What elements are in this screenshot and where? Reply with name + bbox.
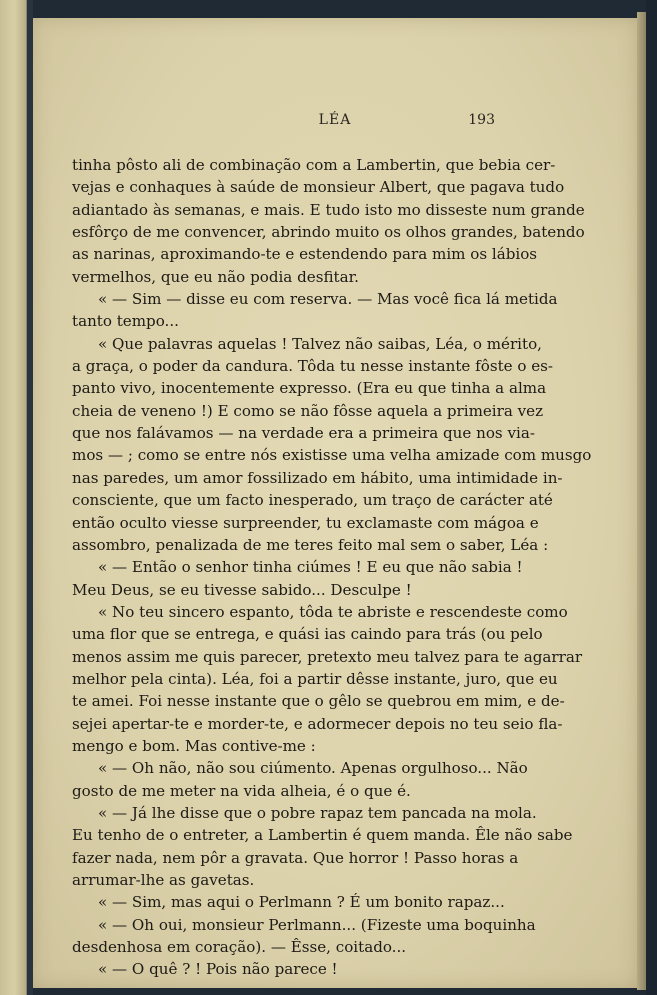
scan-background: [646, 0, 657, 995]
body-text: [72, 154, 592, 981]
text-line: melhor pela cinta). Léa, foi a partir dêsse instante, juro, que eu: [72, 669, 558, 688]
text-line: gosto de me meter na vida alheia, é o que é.: [72, 781, 411, 800]
text-line: nas paredes, um amor fossilizado em hábito, uma intimidade in-: [72, 468, 563, 487]
text-line: « — Oh não, não sou ciúmento. Apenas orgulhoso... Não: [98, 759, 528, 778]
page-stack-edge: [637, 12, 646, 990]
text-line: « No teu sincero espanto, tôda te abriste e rescendeste como: [98, 602, 568, 621]
text-line: fazer nada, nem pôr a gravata. Que horror ! Passo horas a: [72, 848, 519, 867]
text-line: vermelhos, que eu não podia desfitar.: [72, 267, 359, 286]
text-line: cheia de veneno !) E como se não fôsse aquela a primeira vez: [72, 401, 544, 420]
facing-page-edge: [0, 0, 27, 995]
page-header: [33, 112, 637, 134]
text-line: desdenhosa em coração). — Êsse, coitado...: [72, 938, 407, 957]
text-line: as narinas, aproximando-te e estendendo para mim os lábios: [72, 245, 538, 264]
text-line: « — Já lhe disse que o pobre rapaz tem pancada na mola.: [98, 803, 537, 822]
running-title: LÉA: [318, 112, 352, 128]
text-line: menos assim me quis parecer, pretexto meu talvez para te agarrar: [72, 647, 583, 666]
text-line: « — Sim, mas aqui o Perlmann ? É um bonito rapaz...: [98, 893, 505, 912]
text-line: mengo e bom. Mas contive-me :: [72, 736, 316, 755]
text-line: sejei apertar-te e morder-te, e adormecer depois no teu seio fla-: [72, 714, 563, 733]
text-line: « — Oh oui, monsieur Perlmann... (Fizeste uma boquinha: [98, 915, 536, 934]
text-line: panto vivo, inocentemente expresso. (Era eu que tinha a alma: [72, 379, 547, 398]
text-line: esfôrço de me convencer, abrindo muito os olhos grandes, batendo: [72, 223, 585, 242]
text-line: « — Então o senhor tinha ciúmes ! E eu que não sabia !: [98, 558, 523, 577]
text-line: mos — ; como se entre nós existisse uma velha amizade com musgo: [72, 446, 592, 465]
text-line: consciente, que um facto inesperado, um traço de carácter até: [72, 491, 553, 510]
text-line: « — Sim — disse eu com reserva. — Mas você fica lá metida: [98, 290, 558, 309]
text-line: Eu tenho de o entreter, a Lambertin é quem manda. Êle não sabe: [72, 826, 573, 845]
text-line: a graça, o poder da candura. Tôda tu nesse instante fôste o es-: [72, 357, 554, 376]
text-line: tanto tempo...: [72, 312, 179, 331]
text-line: arrumar-lhe as gavetas.: [72, 871, 255, 889]
text-line: que nos falávamos — na verdade era a primeira que nos via-: [72, 424, 535, 443]
text-line: então oculto viesse surpreender, tu exclamaste com mágoa e: [72, 513, 539, 532]
text-line: tinha pôsto ali de combinação com a Lambertin, que bebia cer-: [72, 156, 556, 174]
text-line: adiantado às semanas, e mais. E tudo isto mo disseste num grande: [72, 200, 585, 219]
text-line: « Que palavras aquelas ! Talvez não saibas, Léa, o mérito,: [98, 334, 542, 353]
text-line: vejas e conhaques à saúde de monsieur Albert, que pagava tudo: [72, 178, 565, 197]
text-line: uma flor que se entrega, e quási ias caindo para trás (ou pelo: [72, 625, 543, 644]
text-line: assombro, penalizada de me teres feito mal sem o saber, Léa :: [72, 535, 549, 554]
text-line: « — O quê ? ! Pois não parece !: [98, 960, 338, 979]
text-line: Meu Deus, se eu tivesse sabido... Desculpe !: [72, 580, 412, 599]
page-number: 193: [468, 112, 495, 128]
text-line: te amei. Foi nesse instante que o gêlo se quebrou em mim, e de-: [72, 692, 565, 711]
